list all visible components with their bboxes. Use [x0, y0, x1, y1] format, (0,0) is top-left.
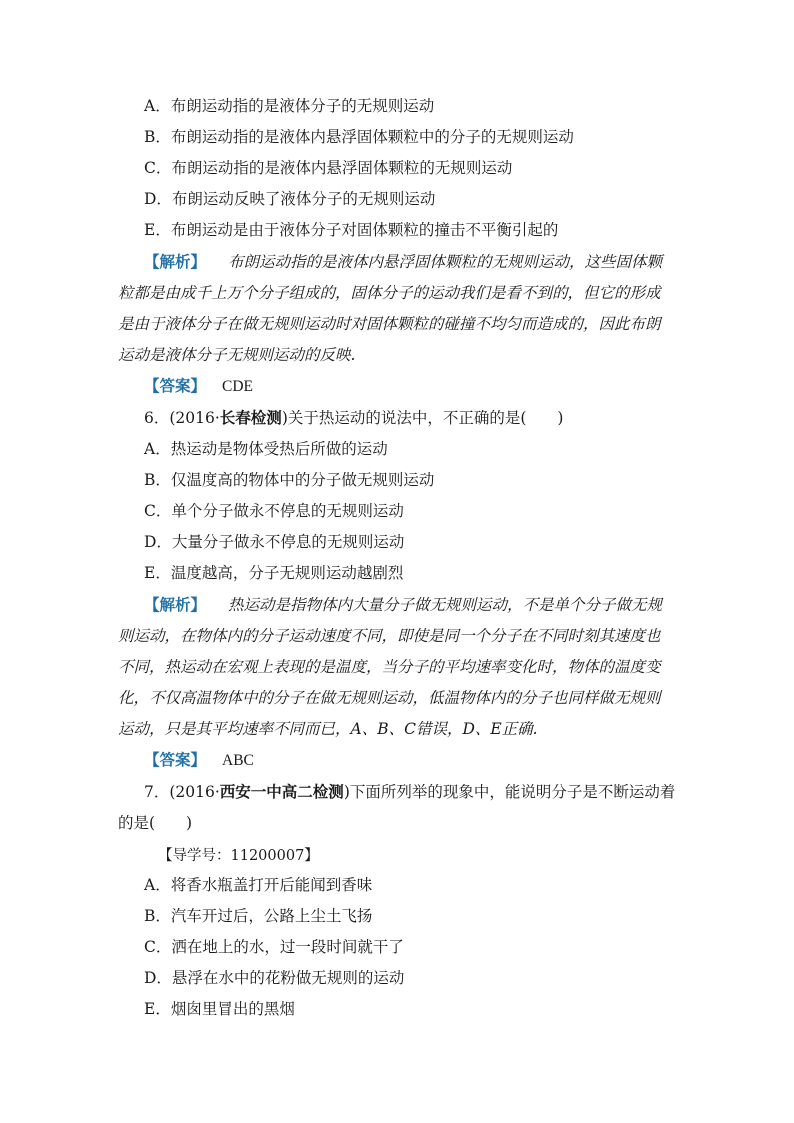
q5-answer-tag: 【答案】: [144, 376, 207, 395]
q6-analysis-line-5: 运动，只是其平均速率不同而已，A、B、C错误，D、E正确.: [118, 720, 538, 738]
q7-option-a: A．将香水瓶盖打开后能闻到香味: [144, 876, 373, 894]
q6-option-e: E．温度越高，分子无规则运动越剧烈: [144, 564, 404, 582]
q6-analysis-line-1: 【解析】 热运动是指物体内大量分子做无规则运动，不是单个分子做无规: [144, 595, 663, 614]
q7-guide-number: 【导学号：11200007】: [158, 848, 319, 864]
q6-answer-value: ABC: [222, 752, 254, 769]
q7-stem-line-2: 的是( ): [118, 814, 193, 832]
q6-analysis-line-3: 不同，热运动在宏观上表现的是温度，当分子的平均速率变化时，物体的温度变: [118, 658, 661, 676]
q5-analysis-line-3: 是由于液体分子在做无规则运动时对固体颗粒的碰撞不均匀而造成的，因此布朗: [118, 315, 661, 333]
q7-stem: 7．(2016·西安一中高二检测)下面所列举的现象中，能说明分子是不断运动着: [144, 782, 676, 801]
q5-analysis-line-2: 粒都是由成千上万个分子组成的，固体分子的运动我们是看不到的，但它的形成: [118, 284, 661, 302]
q6-option-a: A．热运动是物体受热后所做的运动: [144, 440, 388, 458]
q7-option-e: E．烟囱里冒出的黑烟: [144, 1000, 295, 1018]
q6-source: 长春检测: [219, 408, 282, 427]
q6-answer-line: [144, 750, 254, 771]
q6-analysis-line-2: 则运动，在物体内的分子运动速度不同，即使是同一个分子在不同时刻其速度也: [118, 627, 661, 645]
q6-option-c: C．单个分子做永不停息的无规则运动: [144, 502, 404, 520]
q5-analysis-tag: 【解析】: [144, 252, 207, 271]
q5-analysis-line-1: 【解析】 布朗运动指的是液体内悬浮固体颗粒的无规则运动，这些固体颗: [144, 252, 663, 271]
q7-source: 西安一中高二检测: [219, 782, 344, 801]
q7-option-d: D．悬浮在水中的花粉做无规则的运动: [144, 969, 405, 987]
q6-option-b: B．仅温度高的物体中的分子做无规则运动: [144, 471, 435, 489]
q5-option-c: C．布朗运动指的是液体内悬浮固体颗粒的无规则运动: [144, 159, 513, 177]
q7-option-c: C．洒在地上的水，过一段时间就干了: [144, 938, 404, 956]
q5-option-d: D．布朗运动反映了液体分子的无规则运动: [144, 190, 436, 208]
q6-answer-tag: 【答案】: [144, 750, 207, 769]
q6-analysis-line-4: 化，不仅高温物体中的分子在做无规则运动，低温物体内的分子也同样做无规则: [118, 689, 661, 707]
q6-option-d: D．大量分子做永不停息的无规则运动: [144, 533, 405, 551]
q5-analysis-line-4: 运动是液体分子无规则运动的反映.: [118, 346, 356, 364]
q7-option-b: B．汽车开过后，公路上尘土飞扬: [144, 907, 373, 925]
q5-answer-line: [144, 376, 253, 397]
q6-stem: 6．(2016·长春检测)关于热运动的说法中，不正确的是( ): [144, 408, 564, 427]
q5-answer-value: CDE: [222, 378, 254, 395]
q6-analysis-tag: 【解析】: [144, 595, 207, 614]
q5-option-e: E．布朗运动是由于液体分子对固体颗粒的撞击不平衡引起的: [144, 221, 559, 239]
q5-option-b: B．布朗运动指的是液体内悬浮固体颗粒中的分子的无规则运动: [144, 128, 574, 146]
q5-option-a: A．布朗运动指的是液体分子的无规则运动: [144, 97, 435, 115]
